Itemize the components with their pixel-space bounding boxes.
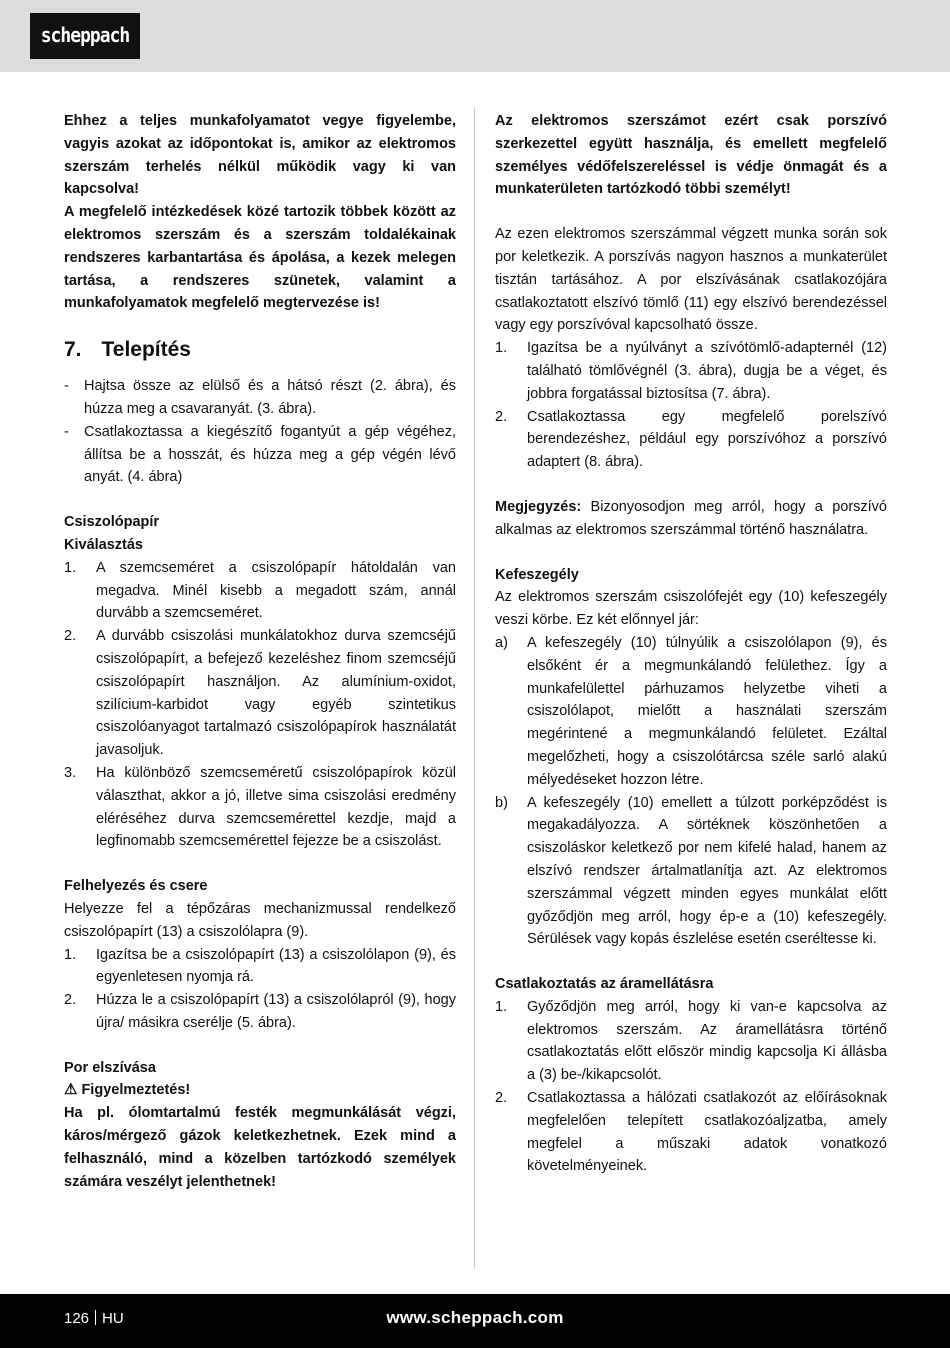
warning-label: Figyelmeztetés! [81, 1082, 191, 1099]
list-item: 1. Igazítsa be a csiszolópapírt (13) a csiszolólapon (9), és egyenletesen nyomja rá. [64, 946, 456, 986]
language-code: HU [102, 1310, 124, 1327]
list-item: - Csatlakoztassa a kiegészítő fogantyút a gép végéhez, állítsa be a hosszát, és húzza meg a gép végén lévő anyát. (4. ábra) [64, 423, 456, 486]
list-item: 1. A szemcseméret a csiszolópapír hátoldalán van megadva. Minél kisebb a megadott szám, annál durvább a szemcseméret. [64, 559, 456, 622]
list-item: 2. Csatlakoztassa egy megfelelő porelszívó berendezéshez, például egy porszívóhoz a porszívó adaptert (8. ábra). [495, 408, 887, 471]
list-item: 3. Ha különböző szemcseméretű csiszolópapírok közül választhat, akkor a jó, illetve sima csiszolási eredmény eléréséhez durva szemcsemérettel kezdje, majd a legfinomabb szemcsemérettel fejezze be a csiszolást. [64, 764, 456, 850]
left-column [64, 110, 456, 1193]
warning-label-line [64, 1079, 456, 1102]
intro-paragraph-2: A megfelelő intézkedések közé tartozik többek között az elektromos szerszám és a szerszám toldalékainak rendszeres karbantartása és ápolása, a kezek melegen tartása, a rendszeres szünetek, valamint a munkafolyamatok megfelelő megtervezése is! [64, 204, 456, 312]
subheading-brush-skirt: Kefeszegély [495, 566, 579, 583]
subheading-power-connection: Csatlakoztatás az áramellátásra [495, 976, 714, 993]
list-item: - Hajtsa össze az elülső és a hátsó részt (2. ábra), és húzza meg a csavaranyát. (3. ábra). [64, 378, 456, 417]
subheading-dust-extraction: Por elszívása [64, 1059, 156, 1076]
right-column [495, 110, 887, 1178]
list-item: 2. Húzza le a csiszolópapírt (13) a csiszolólapról (9), hogy újra/ másikra cserélje (5. ábra). [64, 992, 456, 1031]
mounting-intro: Helyezze fel a tépőzáras mechanizmussal rendelkező csiszolópapírt (13) a csiszolólapra (9). [64, 900, 456, 940]
list-item: 1. Győződjön meg arról, hogy ki van-e kapcsolva az elektromos szerszám. Az áramellátásra történő csatlakoztatás előtt először mindig kapcsolja Ki állásba a (3) be-/kikapcsolót. [495, 998, 887, 1084]
column-divider [474, 108, 475, 1268]
brand-logo: scheppach [30, 13, 140, 59]
intro-paragraph-1: Ehhez a teljes munkafolyamatot vegye figyelembe, vagyis azokat az időpontokat is, amikor az elektromos szerszám terhelés nélkül működik vagy ki van kapcsolva! [64, 113, 456, 198]
list-item: 2. A durvább csiszolási munkálatokhoz durva szemcséjű csiszolópapírt, a befejező kezeléshez finom szemcséjű csiszolópapírt használjon. Az alumínium-oxidot, szilícium-karbidot vagy egyéb szintetikus csiszolóanyagot tartalmazó csiszolópapírok használatát javasoljuk. [64, 628, 456, 759]
intro-paragraph: Az elektromos szerszámot ezért csak porszívó szerkezettel együtt használja, és emellett megfelelő személyes védőfelszereléssel is védje önmagát és a munkaterületen tartózkodó többi személyt! [495, 113, 887, 198]
subheading-selection: Kiválasztás [64, 536, 143, 553]
page-footer [0, 1294, 950, 1348]
page-number: 126 [64, 1310, 90, 1327]
note-text: Bizonyosodjon meg arról, hogy a porszívó alkalmas az elektromos szerszámmal történő használatra. [495, 498, 887, 538]
website-link[interactable]: www.scheppach.com [386, 1308, 564, 1327]
subheading-mounting: Felhelyezés és csere [64, 878, 208, 895]
section-title: Telepítés [101, 338, 191, 362]
list-item: a) A kefeszegély (10) túlnyúlik a csiszolólapon (9), és elsőként ér a megmunkálandó felülethez. Így a munkafelülettel párhuzamos helyzetbe viheti a csiszolólapot, mielőtt a használati szerszám megérintené a megmunkálandó felületet. Ezáltal megelőzheti, hogy a csiszolótárcsa széle sarló alakú mélyedéseket hozzon létre. [495, 634, 887, 788]
dust-paragraph: Az ezen elektromos szerszámmal végzett munka során sok por keletkezik. A porszívás nagyon hasznos a munkaterület tisztán tartásához. A por elszívásának csatlakozójára csatlakoztatott elszívó tömlő (11) egy elszívó berendezéssel vagy egy porszívóval kapcsolható össze. [495, 226, 887, 334]
brush-intro: Az elektromos szerszám csiszolófejét egy (10) kefeszegély veszi körbe. Ez két előnnyel jár: [495, 589, 887, 629]
section-number: 7. [64, 338, 82, 362]
warning-triangle-icon: ⚠ [64, 1081, 78, 1099]
note-paragraph [495, 496, 887, 542]
list-item: b) A kefeszegély (10) emellett a túlzott porképződést is megakadályozza. A sörtéknek köszönhetően a csiszoláskor keletkező por nem kifelé halad, hanem az elszívó rendszer ártalmatlanítja azt. Az elektromos szerszámmal végzett minden egyes munkálat előtt győződjön meg arról, hogy ép-e a (10) kefeszegély. Sérülések vagy kopás észlelése esetén cseréltesse ki. [495, 794, 887, 948]
subheading-sandpaper: Csiszolópapír [64, 514, 160, 531]
list-item: 2. Csatlakoztassa a hálózati csatlakozót az előírásoknak megfelelően telepített csatlakozóaljzatba, amely megfelel a műszaki adatok vonatkozó követelményeinek. [495, 1090, 887, 1175]
note-label: Megjegyzés: [495, 498, 582, 515]
page-header [0, 0, 950, 72]
section-heading [64, 327, 456, 375]
list-item: 1. Igazítsa be a nyúlványt a szívótömlő-adapternél (12) található tömlővégnél (3. ábra), dugja be a véget, és jobbra forgatással biztosítsa (7. ábra). [495, 340, 887, 402]
warning-text: Ha pl. ólomtartalmú festék megmunkálását végzi, káros/mérgező gázok keletkezhetnek. Ezek mind a felhasználó, mind a közelben tartózkodó személyek számára veszélyt jelenthetnek! [64, 1105, 456, 1190]
